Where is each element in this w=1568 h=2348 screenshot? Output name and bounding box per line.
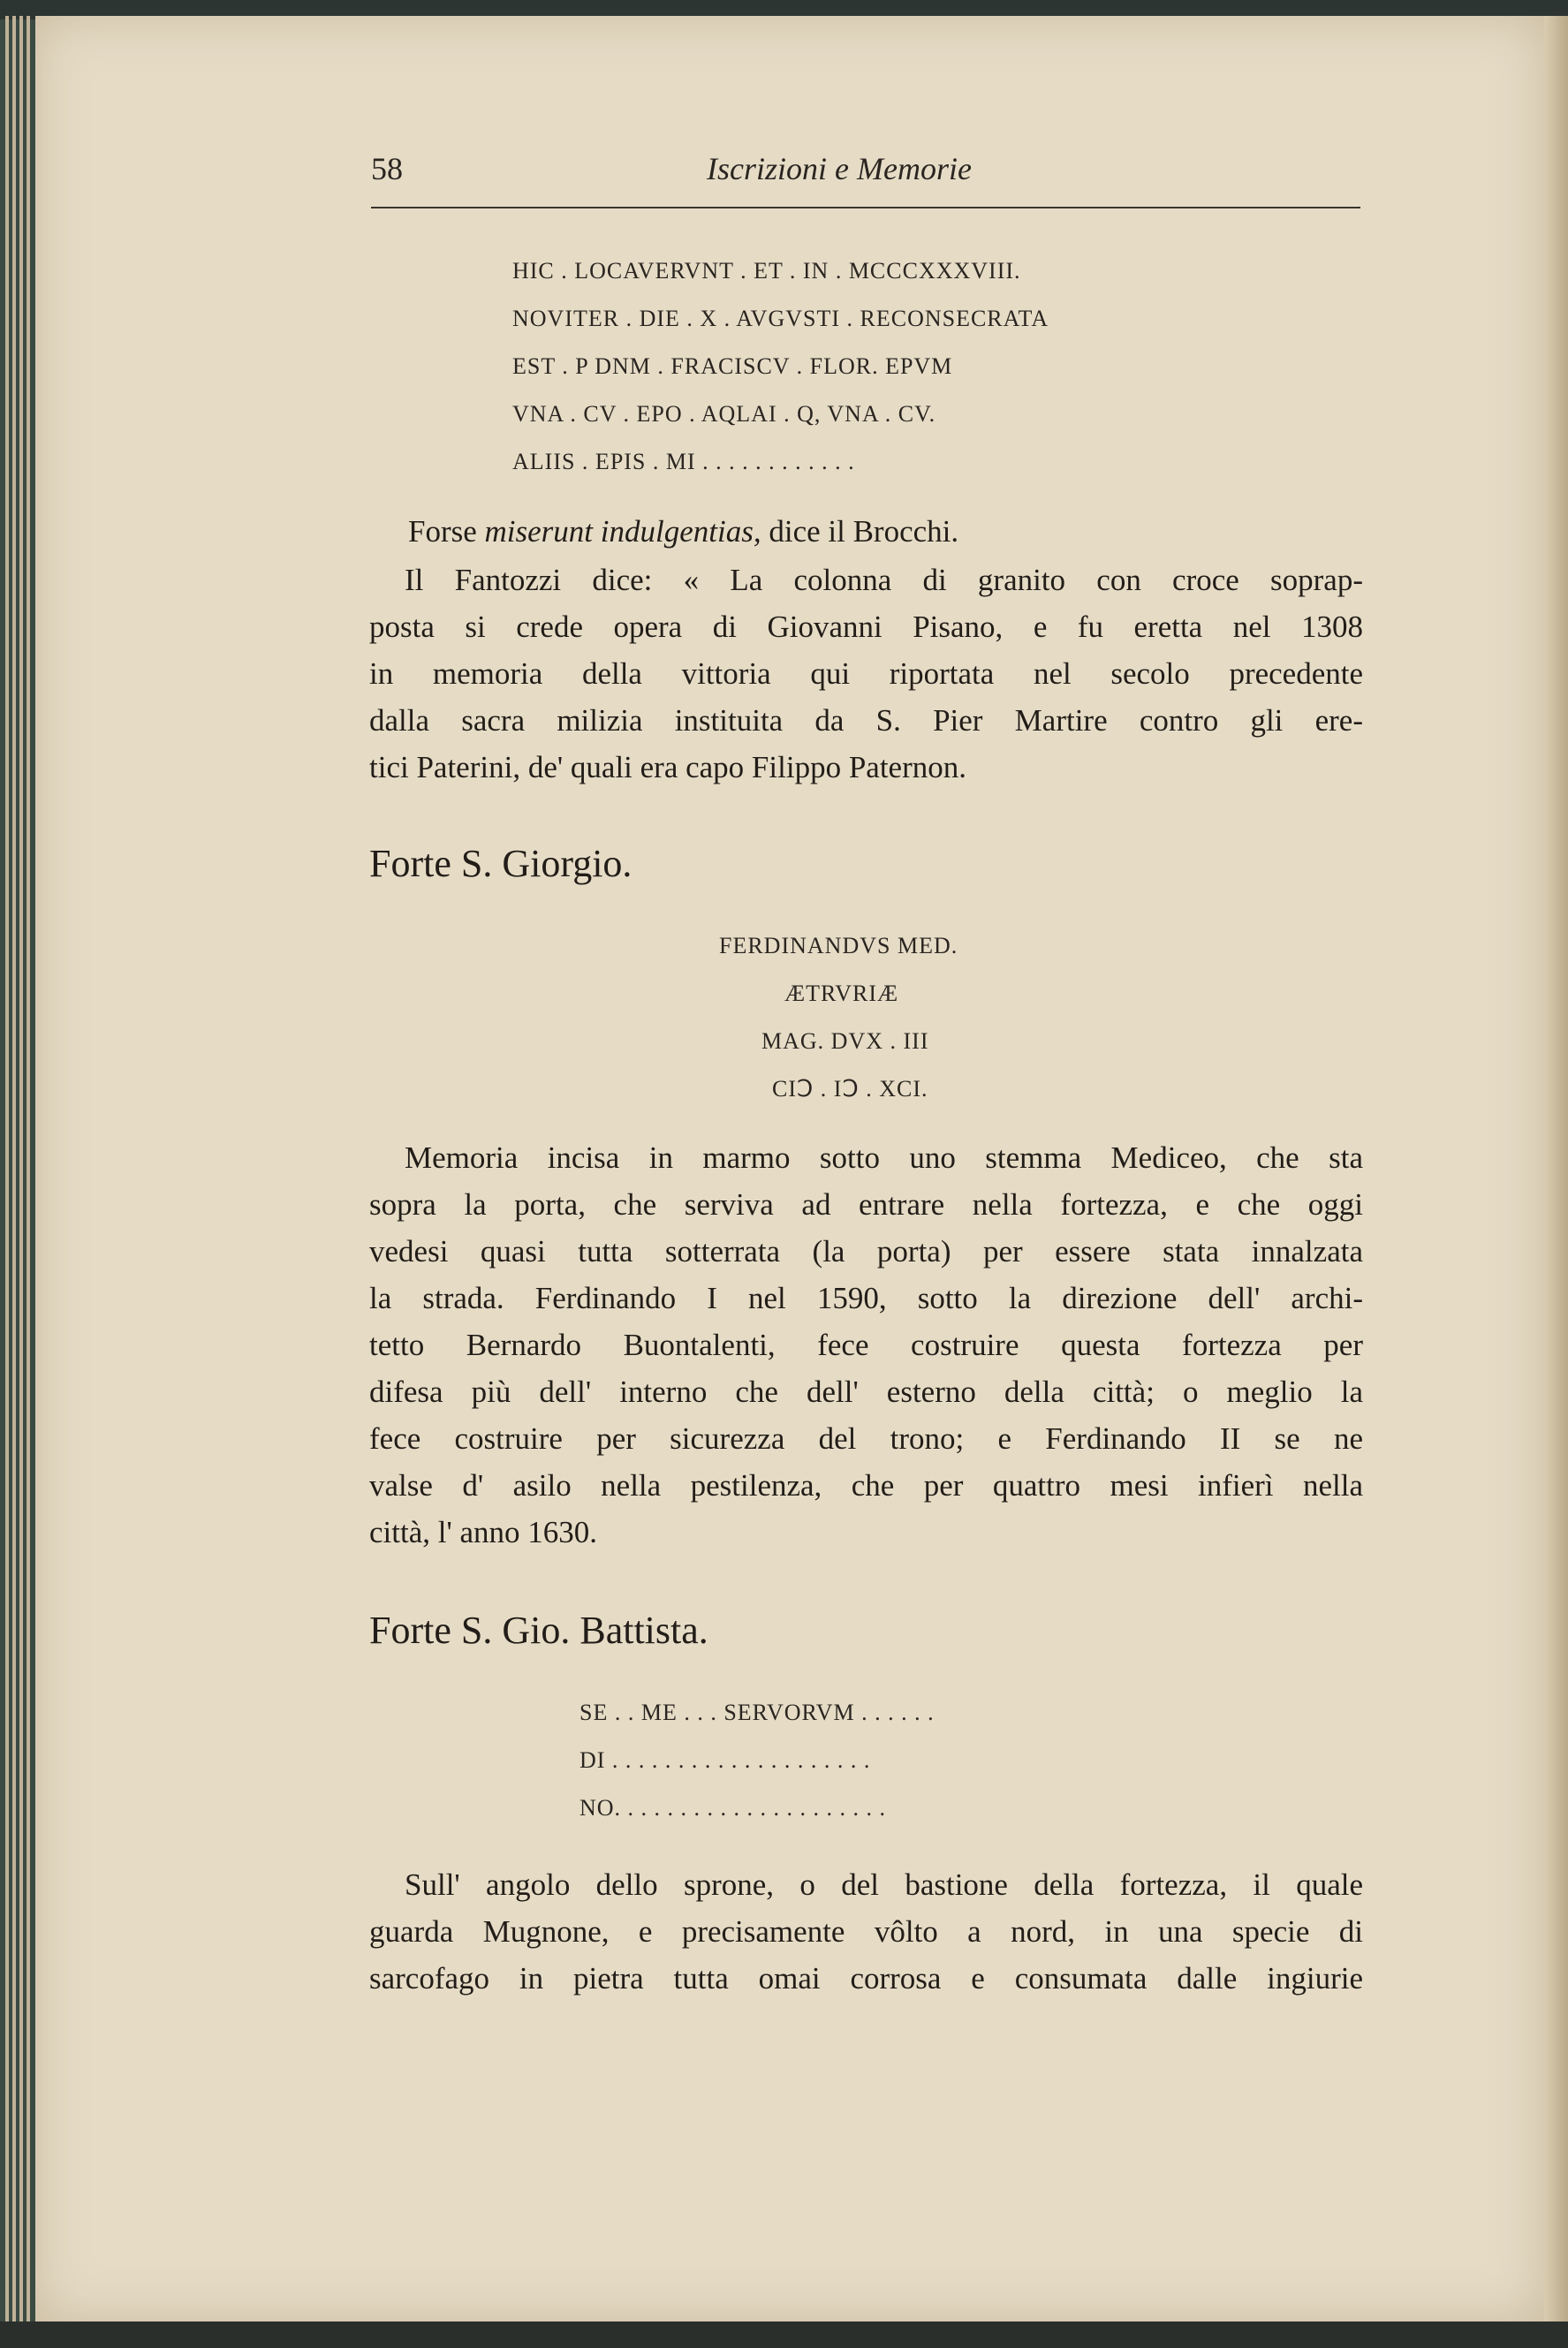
inscription-line: SE . . ME . . . SERVORVM . . . . . . [579, 1700, 935, 1725]
text-line: sarcofago in pietra tutta omai corrosa e consumata dalle ingiurie [369, 1961, 1363, 1996]
inscription-line: HIC . LOCAVERVNT . ET . IN . MCCCXXXVIII. [512, 258, 1021, 284]
text-line: fece costruire per sicurezza del trono; e Ferdinando II se ne [369, 1421, 1363, 1456]
text-line: tetto Bernardo Buontalenti, fece costruire questa fortezza per [369, 1328, 1363, 1362]
inscription-line: FERDINANDVS MED. [719, 933, 958, 958]
inscription-line: MAG. DVX . III [761, 1028, 929, 1054]
book-bottom-edge [0, 2321, 1568, 2348]
page-edge [5, 16, 9, 2321]
header-rule [371, 207, 1360, 208]
text-line: la strada. Ferdinando I nel 1590, sotto la direzione dell' archi- [369, 1281, 1363, 1315]
text-line: Forse miserunt indulgentias, dice il Brocchi. [408, 514, 959, 549]
text-line: dalla sacra milizia instituita da S. Pier Martire contro gli ere- [369, 703, 1363, 738]
inscription-line: VNA . CV . EPO . AQLAI . Q, VNA . CV. [512, 401, 936, 427]
text-line: difesa più dell' interno che dell' esterno della città; o meglio la [369, 1375, 1363, 1409]
paragraph [369, 1134, 1363, 1556]
text-line: sopra la porta, che serviva ad entrare nella fortezza, e che oggi [369, 1187, 1363, 1222]
page-edge [12, 16, 16, 2321]
page-edge [19, 16, 23, 2321]
page-edge [27, 16, 30, 2321]
paragraph [408, 508, 1362, 555]
text-line: in memoria della vittoria qui riportata nel secolo precedente [369, 656, 1363, 691]
inscription-line: ÆTRVRIÆ [784, 981, 899, 1006]
page-gutter [1544, 16, 1568, 2321]
inscription-line: CIↃ . IↃ . XCI. [772, 1076, 928, 1102]
inscription-line: NOVITER . DIE . X . AVGVSTI . RECONSECRATA [512, 306, 1049, 331]
inscription-line: NO. . . . . . . . . . . . . . . . . . . . . [579, 1795, 887, 1821]
inscription-line: ALIIS . EPIS . MI . . . . . . . . . . . . [512, 449, 855, 474]
text-line: Sull' angolo dello sprone, o del bastione della fortezza, il quale [405, 1867, 1363, 1902]
paragraph [369, 1861, 1363, 2002]
text-line: tici Paterini, de' quali era capo Filippo Paternon. [369, 750, 966, 784]
section-heading: Forte S. Gio. Battista. [369, 1609, 708, 1652]
text-line: valse d' asilo nella pestilenza, che per quattro mesi infierì nella [369, 1468, 1363, 1503]
text-line: vedesi quasi tutta sotterrata (la porta) per essere stata innalzata [369, 1234, 1363, 1269]
inscription-line: DI . . . . . . . . . . . . . . . . . . . . [579, 1747, 871, 1773]
text-line: posta si crede opera di Giovanni Pisano, e fu eretta nel 1308 [369, 610, 1363, 644]
page-number: 58 [371, 151, 403, 186]
section-heading: Forte S. Giorgio. [369, 842, 633, 885]
italic-text: miserunt indulgentias, [484, 514, 761, 549]
running-title: Iscrizioni e Memorie [707, 151, 972, 186]
text-line: guarda Mugnone, e precisamente vôlto a nord, in una specie di [369, 1914, 1363, 1949]
text-line: Il Fantozzi dice: « La colonna di granito con croce soprap- [405, 563, 1363, 597]
text-line: Memoria incisa in marmo sotto uno stemma Mediceo, che sta [405, 1140, 1363, 1175]
running-head [371, 150, 1360, 194]
paragraph [369, 557, 1363, 791]
text-line: città, l' anno 1630. [369, 1515, 598, 1549]
inscription-line: EST . P DNM . FRACISCV . FLOR. EPVM [512, 353, 953, 379]
